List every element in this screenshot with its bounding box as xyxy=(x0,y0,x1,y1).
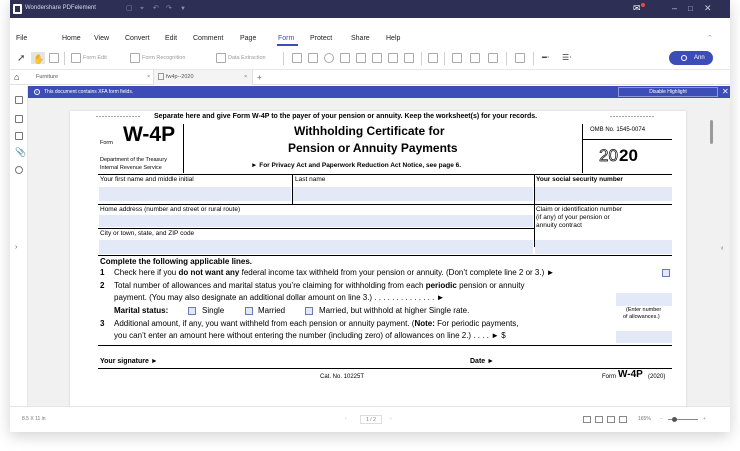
title-line-1: Withholding Certificate for xyxy=(294,124,445,138)
app-window xyxy=(10,0,730,432)
new-tab-icon[interactable]: + xyxy=(257,73,262,82)
married-higher-rate-checkbox[interactable] xyxy=(305,307,313,315)
continuous-view-icon[interactable] xyxy=(595,416,603,423)
ssn-label: Your social security number xyxy=(536,176,623,183)
dashed-separator-right: --------------- xyxy=(610,114,655,120)
form-toolbar xyxy=(10,46,730,70)
city-field[interactable] xyxy=(99,240,533,254)
zoom-in-icon[interactable]: + xyxy=(703,416,706,422)
combo-box-field-icon[interactable] xyxy=(340,52,352,64)
single-page-view-icon[interactable] xyxy=(583,416,591,423)
married-higher-label: Married, but withhold at higher Single rate. xyxy=(319,306,470,315)
form-recognition-button[interactable] xyxy=(130,52,185,64)
rule xyxy=(98,228,534,229)
rule xyxy=(98,204,672,205)
hand-tool-icon[interactable]: ✋ xyxy=(33,53,45,64)
tab-close-icon[interactable]: × xyxy=(244,74,248,80)
claim-label-2: (if any) of your pension or xyxy=(536,214,610,221)
toolbar-divider xyxy=(533,52,534,65)
tab-close-icon[interactable]: × xyxy=(147,74,151,80)
zoom-slider-handle[interactable] xyxy=(672,417,677,422)
zoom-out-icon[interactable]: − xyxy=(660,416,663,422)
tab-furniture[interactable]: Furniture xyxy=(36,74,59,80)
bookmark-icon[interactable] xyxy=(15,115,23,123)
left-sidebar xyxy=(10,86,28,406)
menu-convert[interactable]: Convert xyxy=(125,35,150,42)
first-name-label: Your first name and middle initial xyxy=(100,176,194,183)
line2-number: 2 xyxy=(100,281,105,290)
page-size: 8.5 X 11 in xyxy=(22,416,46,422)
privacy-note: ► For Privacy Act and Paperwork Reduction Act Notice, see page 6. xyxy=(251,162,462,169)
ssn-field[interactable] xyxy=(535,187,672,201)
line2-text-d: payment. (You may also designate an additional dollar amount on line 3.) . . . . . . . . . . . . . . ► xyxy=(114,293,445,302)
dashed-separator-left: --------------- xyxy=(96,114,141,120)
line1-number: 1 xyxy=(100,268,105,277)
menu-share[interactable]: Share xyxy=(351,35,370,42)
rule xyxy=(534,174,535,247)
print-icon[interactable]: ⌖ xyxy=(140,5,144,12)
line1-text-b: do not want any xyxy=(178,268,240,277)
expand-left-panel-icon[interactable]: › xyxy=(15,244,18,251)
menu-help[interactable]: Help xyxy=(386,35,401,42)
user-account-button[interactable] xyxy=(669,51,713,65)
text-field-icon[interactable] xyxy=(292,52,304,64)
menu-page[interactable]: Page xyxy=(240,35,257,42)
line2-text-b: periodic xyxy=(425,281,457,290)
radio-button-field-icon[interactable] xyxy=(324,52,336,64)
pdf-file-icon xyxy=(158,73,164,80)
two-page-view-icon[interactable] xyxy=(607,416,615,423)
enter-number-hint-2: of allowances.) xyxy=(623,314,660,320)
title-line-2: Pension or Annuity Payments xyxy=(288,141,458,155)
claim-label-1: Claim or identification number xyxy=(536,206,622,213)
document-tabs xyxy=(10,70,730,85)
notification-icon[interactable]: ✉ xyxy=(633,3,641,13)
form-recognition-icon xyxy=(130,53,140,63)
vertical-scrollbar[interactable] xyxy=(710,120,713,144)
signature-field-icon[interactable] xyxy=(404,52,416,64)
user-name: Ann xyxy=(694,55,705,61)
last-name-field[interactable] xyxy=(293,187,533,201)
line3-text xyxy=(114,320,519,328)
undo-icon[interactable]: ↶ xyxy=(153,5,159,12)
two-page-continuous-icon[interactable] xyxy=(619,416,627,423)
minimize-icon[interactable]: – xyxy=(672,3,678,13)
form-edit-button[interactable] xyxy=(71,52,107,64)
rule xyxy=(98,174,672,175)
select-tool-icon[interactable]: ➚ xyxy=(17,52,26,64)
year-outline: 20 xyxy=(599,146,618,165)
last-name-label: Last name xyxy=(295,176,326,183)
allowances-field[interactable] xyxy=(616,293,672,306)
irs: Internal Revenue Service xyxy=(100,165,162,171)
user-icon xyxy=(681,55,687,61)
close-banner-icon[interactable]: ✕ xyxy=(722,87,729,96)
toolbar-divider xyxy=(444,52,445,65)
next-page-icon[interactable]: › xyxy=(390,416,392,422)
expand-right-panel-icon[interactable]: ‹ xyxy=(721,245,724,252)
align-icon[interactable]: ━⋅ xyxy=(542,53,550,62)
attachment-icon[interactable]: 📎 xyxy=(15,147,27,157)
thumbnail-icon[interactable] xyxy=(15,96,23,104)
menu-comment[interactable]: Comment xyxy=(193,35,224,42)
rule xyxy=(98,345,672,346)
address-label: Home address (number and street or rural route) xyxy=(100,206,241,213)
calculate-icon[interactable] xyxy=(515,52,527,64)
single-label: Single xyxy=(202,306,225,315)
marital-status-label: Marital status: xyxy=(114,306,169,315)
title-bar xyxy=(10,0,730,18)
home-icon[interactable]: ⌂ xyxy=(14,72,20,82)
menu-form[interactable]: Form xyxy=(278,35,295,42)
year-bold: 20 xyxy=(619,146,638,165)
previous-page-icon[interactable]: ‹ xyxy=(345,416,347,422)
omb-number: OMB No. 1545-0074 xyxy=(590,127,646,133)
claim-label-3: annuity contract xyxy=(536,222,582,229)
line1-text xyxy=(114,269,554,277)
redo-icon[interactable]: ↷ xyxy=(166,5,172,12)
tab-fw4p-label: fw4p--2020 xyxy=(166,74,194,80)
no-withholding-checkbox[interactable] xyxy=(662,269,670,277)
line1-text-c: federal income tax withheld from your pension or annuity. (Don’t complete line 2 or 3.) ► xyxy=(239,268,555,277)
toolbar-divider xyxy=(421,52,422,65)
toolbar-divider xyxy=(506,52,507,65)
line2-text-c: pension or annuity xyxy=(456,281,525,290)
city-label: City or town, state, and ZIP code xyxy=(100,230,195,237)
rule xyxy=(98,368,672,369)
form-recognition-label: Form Recognition xyxy=(142,55,186,61)
data-extraction-button[interactable] xyxy=(216,52,266,64)
form-edit-label: Form Edit xyxy=(83,55,107,61)
list-box-field-icon[interactable] xyxy=(356,52,368,64)
rule xyxy=(98,255,672,256)
export-data-icon[interactable] xyxy=(470,52,482,64)
edit-tool-icon[interactable] xyxy=(49,52,61,64)
line1-text-a: Check here if you xyxy=(114,268,179,277)
catalog-number: Cat. No. 10225T xyxy=(320,374,365,380)
distribute-icon[interactable]: ☰⋅ xyxy=(562,53,572,62)
married-checkbox[interactable] xyxy=(245,307,253,315)
date-label: Date ► xyxy=(470,358,495,365)
menu-edit[interactable]: Edit xyxy=(165,35,178,42)
complete-heading: Complete the following applicable lines. xyxy=(100,257,253,266)
collapse-ribbon-icon[interactable]: ⌃ xyxy=(707,35,713,42)
toolbar-divider xyxy=(64,52,65,65)
comment-icon[interactable] xyxy=(15,132,23,140)
footer-year: (2020) xyxy=(648,374,666,380)
separator-text: Separate here and give Form W-4P to the payer of your pension or annuity. Keep the worksheet(s) for your records. xyxy=(154,113,538,120)
line3-text-a: Additional amount, if any, you want withheld from each pension or annuity payment. ( xyxy=(114,319,415,328)
married-label: Married xyxy=(258,306,286,315)
line2-text-a: Total number of allowances and marital status you’re claiming for withholding from each xyxy=(114,281,426,290)
xfa-message: This document contains XFA form fields. xyxy=(44,89,134,95)
form-id: W-4P xyxy=(123,123,176,146)
omb-divider xyxy=(582,139,672,140)
footer-form-id: W-4P xyxy=(618,369,643,380)
enter-number-hint-1: (Enter number xyxy=(626,307,662,313)
tab-fw4p[interactable] xyxy=(153,70,253,85)
menu-bar xyxy=(10,18,730,46)
line3-text-c: For periodic payments, xyxy=(434,319,519,328)
zoom-level[interactable]: 165% xyxy=(638,416,651,422)
header-divider xyxy=(183,124,184,173)
image-field-icon[interactable] xyxy=(388,52,400,64)
form-word: Form xyxy=(100,140,113,146)
search-icon[interactable] xyxy=(15,166,23,174)
line2-text xyxy=(114,282,524,290)
menu-file[interactable]: File xyxy=(16,35,28,42)
customize-quick-access-icon[interactable]: ▼ xyxy=(180,6,186,12)
toolbar-divider xyxy=(283,52,284,65)
claim-number-field[interactable] xyxy=(535,240,672,254)
menu-view[interactable]: View xyxy=(94,35,110,42)
data-extraction-icon xyxy=(216,53,226,63)
button-field-icon[interactable] xyxy=(372,52,384,64)
maximize-icon[interactable]: □ xyxy=(688,4,693,13)
checkbox-field-icon[interactable] xyxy=(308,52,320,64)
app-logo-icon xyxy=(13,4,22,14)
disable-highlight-button[interactable]: Disable Highlight xyxy=(618,87,718,97)
line3-text-b: Note: xyxy=(414,319,435,328)
page-indicator[interactable]: 1 / 2 xyxy=(360,415,382,424)
header-divider xyxy=(582,124,583,173)
line3-text-d: you can’t enter an amount here without entering the number (including zero) of allowances on line 2.) . . . . ► $ xyxy=(114,331,506,340)
single-checkbox[interactable] xyxy=(188,307,196,315)
app-title: Wondershare PDFelement xyxy=(25,5,96,11)
pdf-page xyxy=(70,111,686,407)
menu-home[interactable]: Home xyxy=(62,35,81,42)
form-edit-icon xyxy=(71,53,81,63)
open-icon[interactable]: ▢ xyxy=(126,5,133,12)
line3-number: 3 xyxy=(100,319,105,328)
data-extraction-label: Data Extraction xyxy=(228,55,266,61)
signature-label: Your signature ► xyxy=(100,358,158,365)
form-properties-icon[interactable] xyxy=(428,52,440,64)
address-field[interactable] xyxy=(99,215,533,227)
department: Department of the Treasury xyxy=(100,157,167,163)
info-icon: i xyxy=(34,89,40,95)
menu-protect[interactable]: Protect xyxy=(310,35,333,42)
first-name-field[interactable] xyxy=(99,187,291,201)
import-data-icon[interactable] xyxy=(452,52,464,64)
footer-form-word: Form xyxy=(602,374,616,380)
notification-dot xyxy=(641,3,645,7)
status-bar xyxy=(10,406,730,432)
clear-form-icon[interactable] xyxy=(488,52,500,64)
additional-amount-field[interactable] xyxy=(616,331,672,343)
close-icon[interactable]: ✕ xyxy=(704,3,712,13)
xfa-info-banner xyxy=(28,86,730,98)
